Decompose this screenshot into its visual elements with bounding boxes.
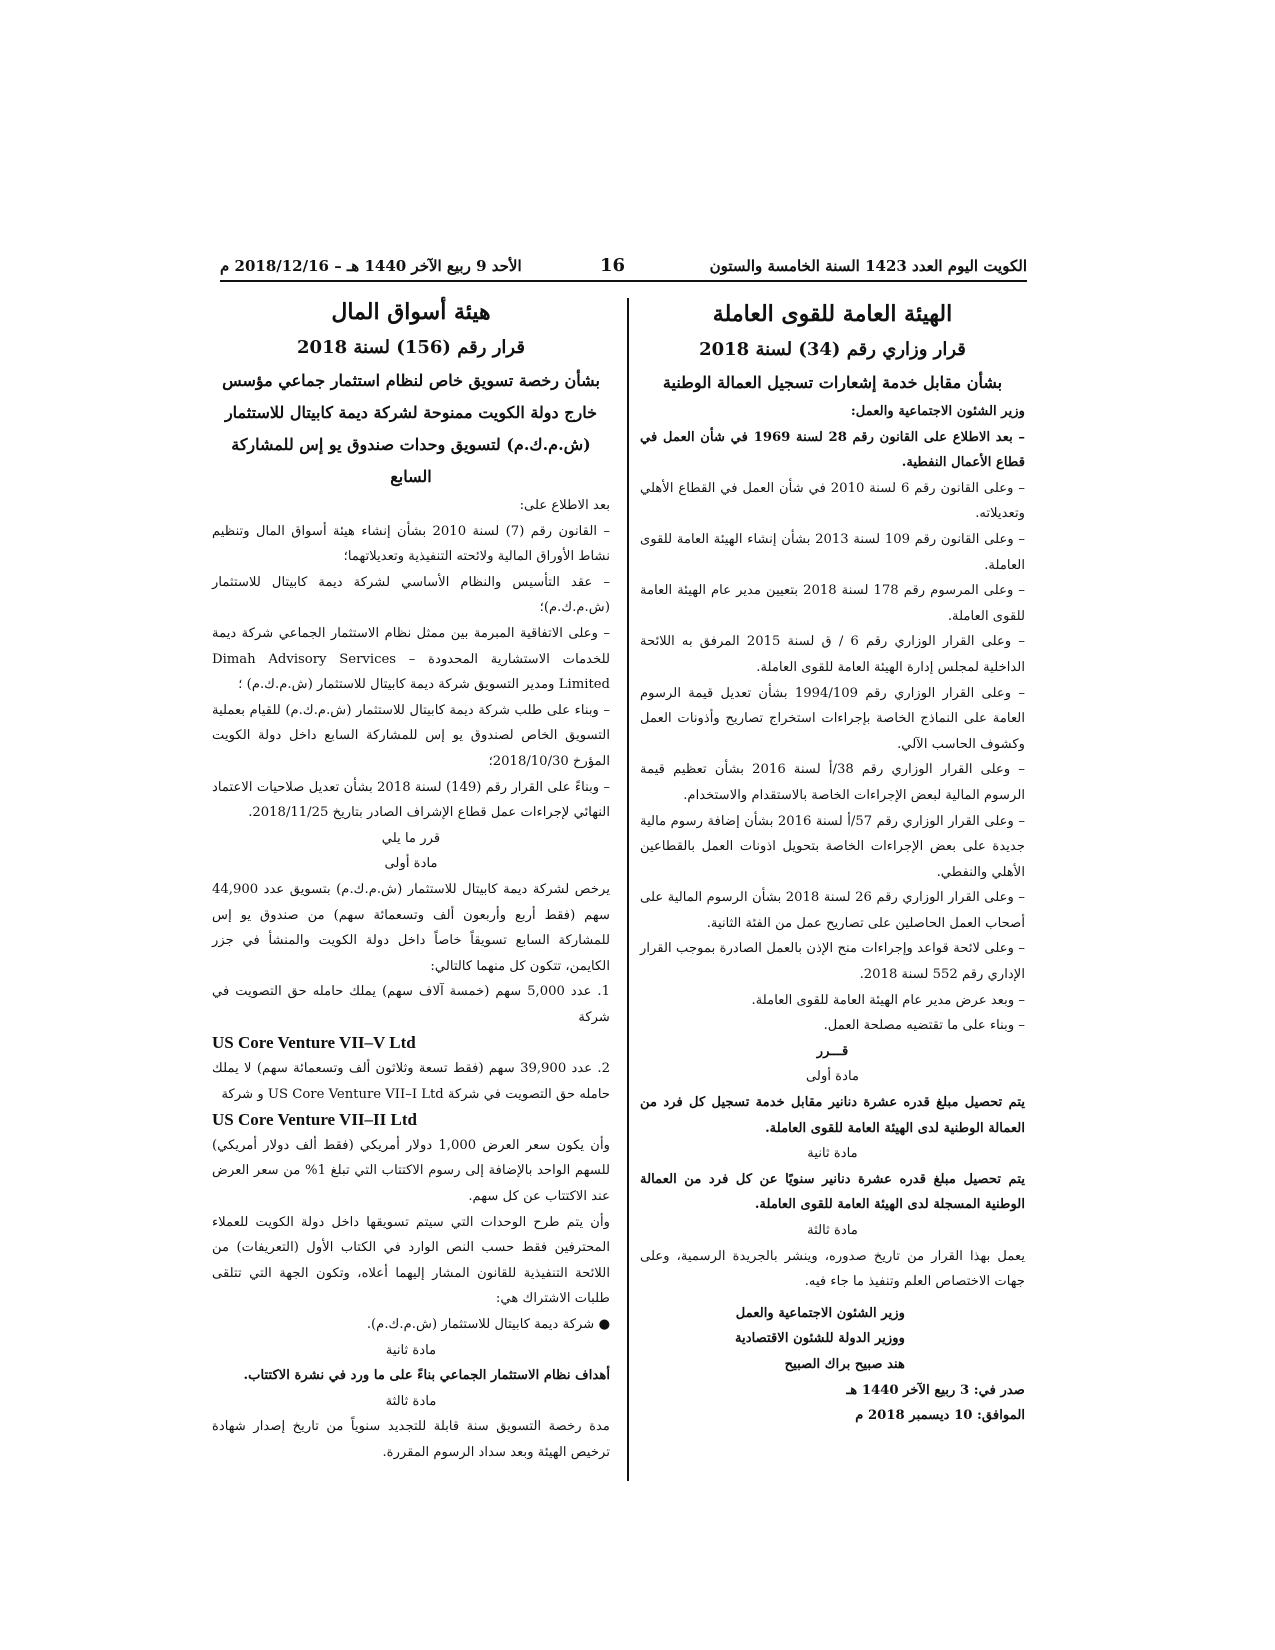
recital: – وبناءً على القرار رقم (149) لسنة 2018 بشأن تعديل صلاحيات الاعتماد النهائي لإجراءات عمل قطاع الإشراف الصادر بتاريخ 2018/11/25.: [212, 779, 610, 821]
article-title: مادة أولى: [805, 1069, 860, 1085]
recital: – وعلى القرار الوزاري رقم 38/أ لسنة 2016 بشأن تعظيم قيمة الرسوم المالية لبعض الإجراءات الخاصة بالاستقدام والاستخدام.: [640, 762, 1025, 803]
recital: – وعلى القانون رقم 109 لسنة 2013 بشأن إنشاء الهيئة العامة للقوى العاملة.: [640, 531, 1025, 573]
header-rule: [220, 280, 1027, 282]
paragraph: وأن يتم طرح الوحدات التي سيتم تسويقها داخل دولة الكويت للعملاء المحترفين فقط حسب النص الوارد في الكتاب الأول (التعريفات) من اللائحة التنفيذية للقانون المشار إليهما أعلاه، وتكون الجهة التي تتلقى طلبات الاشتراك هي:: [212, 1214, 610, 1307]
corresponding-date: الموافق: 10 ديسمبر 2018 م: [855, 1408, 1025, 1424]
article-text: يرخص لشركة ديمة كابيتال للاستثمار (ش.م.ك.م) بتسويق عدد 44,900 سهم (فقط أربع وأربعون ألف وتسعمائة سهم) من صندوق يو إس للمشاركة السابع تسويقاً خاصاً داخل دولة الكويت والمنشأ في جزر الكايمن، تتكون كل منهما كالتالي:: [212, 881, 610, 974]
article-title: مادة ثالثة: [385, 1393, 437, 1409]
recital: – القانون رقم (7) لسنة 2010 بشأن إنشاء هيئة أسواق المال وتنظيم نشاط الأوراق المالية ولائحته التنفيذية وتعديلاتهما؛: [212, 523, 610, 565]
intro-line: بعد الاطلاع على:: [519, 498, 610, 513]
article-title: مادة ثالثة: [807, 1223, 858, 1238]
decision-subject: بشأن مقابل خدمة إشعارات تسجيل العمالة الوطنية: [662, 373, 1003, 392]
signature-line: ووزير الدولة للشئون الاقتصادية: [734, 1331, 905, 1347]
header-date: الأحد 9 ربيع الآخر 1440 هـ – 2018/12/16 م: [220, 257, 522, 275]
header-issue: الكويت اليوم العدد 1423 السنة الخامسة والستون: [709, 257, 1027, 275]
decision-subject: بشأن رخصة تسويق خاص لنظام استثمار جماعي مؤسس خارج دولة الكويت ممنوحة لشركة ديمة كابيتال للاستثمار (ش.م.ك.م) لتسويق وحدات صندوق يو إس للمشاركة السابع: [222, 371, 600, 486]
signatory-name: هند صبيح براك الصبيح: [784, 1356, 905, 1372]
article-text: يتم تحصيل مبلغ قدره عشرة دنانير سنويًا عن كل فرد من العمالة الوطنية المسجلة لدى الهيئة العامة للقوى العاملة.: [640, 1171, 1025, 1213]
article-title: مادة ثانية: [807, 1146, 858, 1162]
recital: – وعلى القرار الوزاري رقم 26 لسنة 2018 بشأن الرسوم المالية على أصحاب العمل الحاصلين على تصاريح عمل من الفئة الثانية.: [640, 890, 1025, 931]
recital: – عقد التأسيس والنظام الأساسي لشركة ديمة كابيتال للاستثمار (ش.م.ك.م)؛: [212, 574, 610, 616]
page-number: 16: [600, 255, 626, 276]
decision-number: قرار وزاري رقم (34) لسنة 2018: [699, 339, 966, 360]
recital: – وبناء على ما تقتضيه مصلحة العمل.: [823, 1018, 1025, 1034]
recital: – بعد الاطلاع على القانون رقم 28 لسنة 1969 في شأن العمل في قطاع الأعمال النفطية.: [640, 429, 1026, 471]
authority-title: الهيئة العامة للقوى العاملة: [712, 301, 953, 327]
decided-heading: قرر ما يلي: [381, 830, 441, 846]
bullet-item: ● شركة ديمة كابيتال للاستثمار (ش.م.ك.م).: [366, 1317, 610, 1332]
recital: – وعلى الاتفاقية المبرمة بين ممثل نظام الاستثمار الجماعي شركة ديمة للخدمات الاستشارية المحدودة – Dimah Advisory Services Limited ومدير التسويق شركة ديمة كابيتال للاستثمار (ش.م.ك.م) ؛: [212, 625, 610, 693]
right-column: [640, 295, 1025, 1429]
recital: – وعلى القرار الوزاري رقم 57/أ لسنة 2016 بشأن إضافة رسوم مالية جديدة على بعض الإجراءات الخاصة بتحويل اذونات العمل بالقطاعين الأهلي والنفطي.: [640, 813, 1025, 880]
recital: – وعلى القرار الوزاري رقم 6 / ق لسنة 2015 المرفق به اللائحة الداخلية لمجلس إدارة الهيئة العامة للقوى العاملة.: [640, 634, 1025, 675]
article-title: مادة أولى: [384, 856, 438, 872]
paragraph: وأن يكون سعر العرض 1,000 دولار أمريكي (فقط ألف دولار أمريكي) للسهم الواحد بالإضافة إلى رسوم الاكتتاب التي تبلغ 1% من سعر العرض عند الاكتتاب عن كل سهم.: [212, 1137, 610, 1205]
signature-line: وزير الشئون الاجتماعية والعمل: [735, 1305, 905, 1321]
article-text: أهداف نظام الاستثمار الجماعي بناءً على ما ورد في نشرة الاكتتاب.: [243, 1368, 610, 1384]
company-name: US Core Venture VII–II Ltd: [212, 1110, 417, 1130]
recital: – وعلى القرار الوزاري رقم 1994/109 بشأن تعديل قيمة الرسوم العامة على النماذج الخاصة بإجراءات استخراج تصاريح وأذونات العمل وكشوف الحاسب الآلي.: [640, 685, 1025, 752]
article-title: مادة ثانية: [385, 1342, 437, 1358]
column-divider: [627, 298, 629, 1481]
decision-number: قرار رقم (156) لسنة 2018: [297, 337, 525, 358]
recital: – وعلى القانون رقم 6 لسنة 2010 في شأن العمل في القطاع الأهلي وتعديلاته.: [640, 480, 1025, 522]
list-item: 1. عدد 5,000 سهم (خمسة آلاف سهم) يملك حامله حق التصويت في شركة: [212, 984, 610, 1025]
left-column: [212, 293, 610, 1466]
article-text: يتم تحصيل مبلغ قدره عشرة دنانير مقابل خدمة تسجيل كل فرد من العمالة الوطنية لدى الهيئة العامة للقوى العاملة.: [640, 1095, 1025, 1136]
article-text: مدة رخصة التسويق سنة قابلة للتجديد سنوياً من تاريخ إصدار شهادة ترخيص الهيئة وبعد سداد الرسوم المقررة.: [212, 1419, 610, 1460]
decided-heading: قـــرر: [816, 1043, 849, 1059]
page-header: [220, 257, 1027, 287]
minister-line: وزير الشئون الاجتماعية والعمل:: [850, 404, 1025, 419]
recital: – وبعد عرض مدير عام الهيئة العامة للقوى العاملة.: [751, 992, 1025, 1008]
company-name: US Core Venture VII–V Ltd: [212, 1033, 416, 1053]
authority-title: هيئة أسواق المال: [331, 299, 491, 325]
article-text: يعمل بهذا القرار من تاريخ صدوره، وينشر بالجريدة الرسمية، وعلى جهات الاختصاص العلم وتنفيذ ما جاء فيه.: [640, 1248, 1025, 1290]
issued-date: صدر في: 3 ربيع الآخر 1440 هـ: [846, 1382, 1025, 1398]
recital: – وعلى لائحة قواعد وإجراءات منح الإذن بالعمل الصادرة بموجب القرار الإداري رقم 552 لسنة 2018.: [640, 941, 1025, 983]
recital: – وبناء على طلب شركة ديمة كابيتال للاستثمار (ش.م.ك.م) للقيام بعملية التسويق الخاص لصندوق يو إس للمشاركة السابع داخل دولة الكويت المؤرخ 2018/10/30؛: [212, 702, 610, 769]
recital: – وعلى المرسوم رقم 178 لسنة 2018 بتعيين مدير عام الهيئة العامة للقوى العاملة.: [640, 583, 1026, 624]
list-item: 2. عدد 39,900 سهم (فقط تسعة وثلاثون ألف وتسعمائة سهم) لا يملك حامله حق التصويت في شركة US Core Venture VII–I Ltd و شركة: [212, 1061, 610, 1102]
